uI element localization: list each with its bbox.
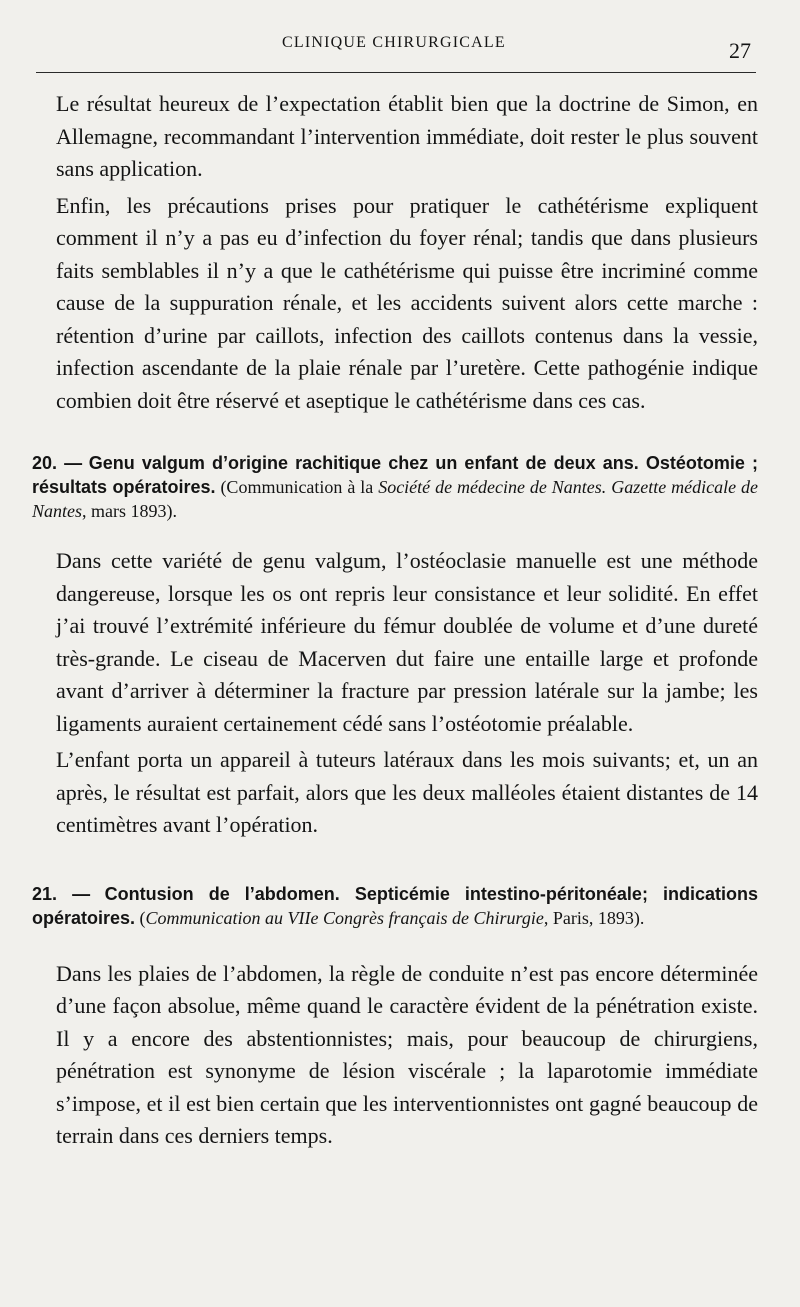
entry-reference: (Communication à la Société de médecine de Nantes. Gazette médicale de Nantes, mars 1893). <box>32 477 759 521</box>
page-number: 27 <box>729 38 751 63</box>
entry-number: 21. — <box>32 883 91 904</box>
entry-number: 20. — <box>32 453 83 473</box>
paragraph: Dans les plaies de l’abdomen, la règle de conduite n’est pas encore déterminée d’une façon absolue, même quand le caractère évident de la pénétration existe. Il y a encore des abstentionnistes; mais, pour beaucoup de chirurgiens, pénétration est synonyme de lésion viscérale ; la laparotomie immédiate s’impose, et il est bien certain que les interventionnistes ont gagné beaucoup de terrain dans ces derniers temps. <box>56 960 758 1148</box>
entry-21-heading <box>32 882 758 930</box>
page-header <box>0 30 800 64</box>
header-rule <box>36 72 756 73</box>
paragraph: L’enfant porta un appareil à tuteurs latéraux dans les mois suivants; et, un an après, le résultat est parfait, alors que les deux malléoles étaient distantes de 14 centimètres avant l’opération. <box>56 747 758 837</box>
entry-20-heading <box>32 451 758 523</box>
paragraph: Enfin, les précautions prises pour pratiquer le cathétérisme expliquent comment il n’y a pas eu d’infection du foyer rénal; tandis que dans plusieurs faits semblables il n’y a que le cathétérisme qui puisse être incriminé comme cause de la suppuration rénale, et les accidents suivent alors cette marche : rétention d’urine par caillots, infection des caillots contenus dans la vessie, infection ascendante de la plaie rénale par l’uretère. Cette pathogénie indique combien doit être réservé et aseptique le cathétérisme dans ces cas. <box>56 192 758 413</box>
running-title: CLINIQUE CHIRURGICALE <box>282 34 506 51</box>
paragraph: Dans cette variété de genu valgum, l’ostéoclasie manuelle est une méthode dangereuse, lorsque les os ont repris leur consistance et leur solidité. En effet j’ai trouvé l’extrémité inférieure du fémur doublée de volume et d’une dureté très-grande. Le ciseau de Macerven dut faire une entaille large et profonde avant d’arriver à déterminer la fracture par pression latérale sur la jambe; les ligaments auraient certainement cédé sans l’ostéotomie préalable. <box>56 548 758 736</box>
page-body <box>32 88 759 1153</box>
entry-reference: (Communication au VIIe Congrès français de Chirurgie, Paris, 1893). <box>139 907 645 928</box>
paragraph: Le résultat heureux de l’expectation établit bien que la doctrine de Simon, en Allemagne, recommandant l’intervention immédiate, doit rester le plus souvent sans application. <box>56 91 758 181</box>
entry-title: Genu valgum d’origine rachitique chez un enfant de deux ans. Ostéotomie ; résultats opératoires. <box>32 453 759 497</box>
entry-title: Contusion de l’abdomen. Septicémie intestino-péritonéale; indications opératoires. <box>32 883 759 928</box>
